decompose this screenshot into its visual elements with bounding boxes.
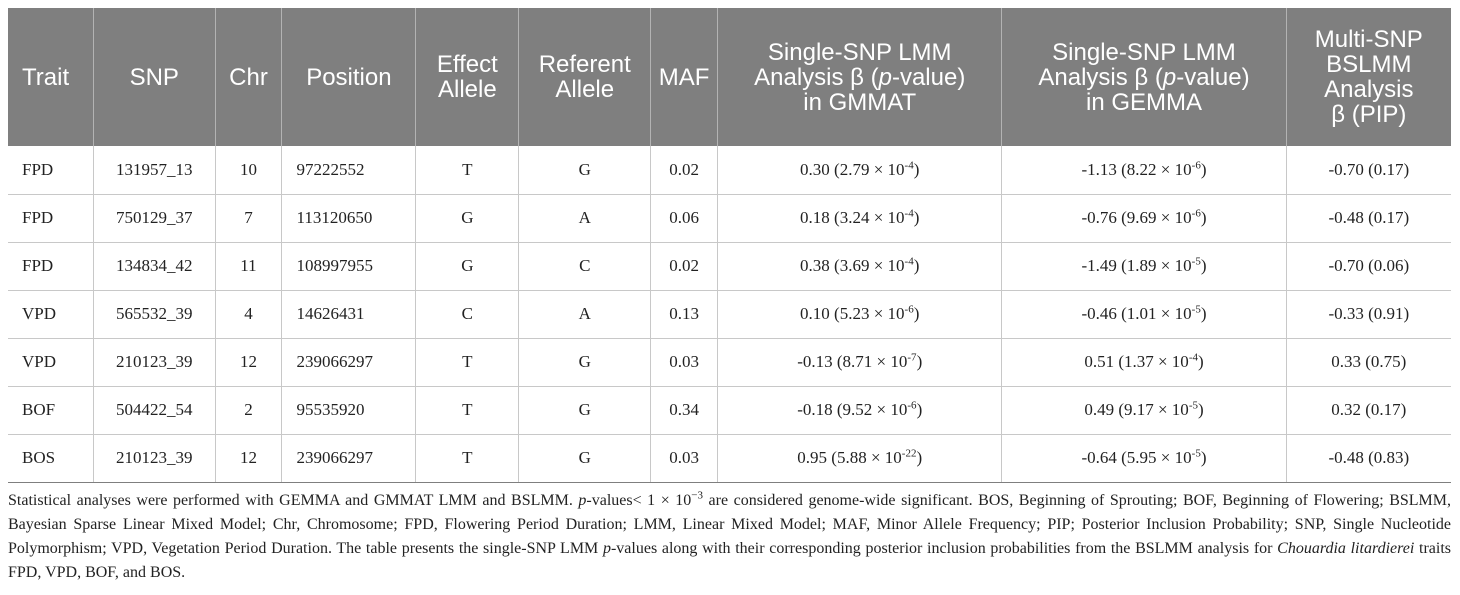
cell-position: 14626431 [282, 290, 416, 338]
cell-position: 95535920 [282, 386, 416, 434]
table-row [8, 386, 1451, 434]
table-row [8, 290, 1451, 338]
header-gemma: Single-SNP LMM Analysis β (p-value) in GEMMA [1002, 8, 1286, 146]
cell-chr: 7 [215, 194, 282, 242]
cell-maf: 0.06 [651, 194, 718, 242]
cell-maf: 0.02 [651, 242, 718, 290]
header-position: Position [282, 8, 416, 146]
cell-chr: 11 [215, 242, 282, 290]
header-chr: Chr [215, 8, 282, 146]
cell-gemma-beta: -0.64 $(5.95 \times 10^{-5})$ [1002, 434, 1286, 482]
cell-trait: BOF [8, 386, 93, 434]
table-row [8, 242, 1451, 290]
cell-position: 108997955 [282, 242, 416, 290]
cell-trait: VPD [8, 290, 93, 338]
cell-trait: FPD [8, 194, 93, 242]
table-row [8, 434, 1451, 482]
header-effect-allele: Effect Allele [416, 8, 519, 146]
cell-maf: 0.13 [651, 290, 718, 338]
cell-referent-allele: C [519, 242, 651, 290]
cell-snp: 504422_54 [93, 386, 215, 434]
cell-effect-allele: T [416, 338, 519, 386]
cell-gmmat-beta: 0.30 $(2.79 \times 10^{-4})$ [718, 146, 1002, 194]
cell-chr: 12 [215, 338, 282, 386]
snp-results-table [8, 8, 1451, 483]
cell-snp: 565532_39 [93, 290, 215, 338]
cell-gemma-beta: -0.46 $(1.01 \times 10^{-5})$ [1002, 290, 1286, 338]
cell-bslmm-beta: -0.70 (0.06) [1286, 242, 1451, 290]
cell-effect-allele: C [416, 290, 519, 338]
cell-effect-allele: T [416, 386, 519, 434]
cell-maf: 0.03 [651, 338, 718, 386]
cell-gmmat-beta: -0.18 $(9.52 \times 10^{-6})$ [718, 386, 1002, 434]
cell-effect-allele: T [416, 146, 519, 194]
table-row [8, 338, 1451, 386]
table-header [8, 8, 1451, 146]
cell-bslmm-beta: -0.48 (0.17) [1286, 194, 1451, 242]
cell-referent-allele: G [519, 338, 651, 386]
header-gmmat: Single-SNP LMM Analysis β (p-value) in GMMAT [718, 8, 1002, 146]
cell-maf: 0.02 [651, 146, 718, 194]
cell-trait: FPD [8, 242, 93, 290]
cell-bslmm-beta: -0.48 (0.83) [1286, 434, 1451, 482]
header-snp: SNP [93, 8, 215, 146]
cell-chr: 12 [215, 434, 282, 482]
cell-chr: 2 [215, 386, 282, 434]
cell-effect-allele: G [416, 242, 519, 290]
table-container [8, 8, 1451, 585]
cell-gemma-beta: -1.13 $(8.22 \times 10^{-6})$ [1002, 146, 1286, 194]
table-body [8, 146, 1451, 482]
header-referent-allele: Referent Allele [519, 8, 651, 146]
cell-bslmm-beta: -0.70 (0.17) [1286, 146, 1451, 194]
header-bslmm: Multi-SNP BSLMM Analysis β (PIP) [1286, 8, 1451, 146]
cell-bslmm-beta: 0.33 (0.75) [1286, 338, 1451, 386]
cell-effect-allele: G [416, 194, 519, 242]
cell-effect-allele: T [416, 434, 519, 482]
cell-chr: 4 [215, 290, 282, 338]
cell-gmmat-beta: 0.95 $(5.88 \times 10^{-22})$ [718, 434, 1002, 482]
cell-gmmat-beta: 0.18 $(3.24 \times 10^{-4})$ [718, 194, 1002, 242]
cell-referent-allele: G [519, 146, 651, 194]
cell-snp: 134834_42 [93, 242, 215, 290]
cell-bslmm-beta: -0.33 (0.91) [1286, 290, 1451, 338]
cell-maf: 0.34 [651, 386, 718, 434]
cell-gmmat-beta: 0.10 $(5.23 \times 10^{-6})$ [718, 290, 1002, 338]
cell-gmmat-beta: -0.13 $(8.71 \times 10^{-7})$ [718, 338, 1002, 386]
cell-position: 97222552 [282, 146, 416, 194]
cell-snp: 750129_37 [93, 194, 215, 242]
header-maf: MAF [651, 8, 718, 146]
cell-gemma-beta: 0.49 $(9.17 \times 10^{-5})$ [1002, 386, 1286, 434]
cell-gemma-beta: 0.51 $(1.37 \times 10^{-4})$ [1002, 338, 1286, 386]
cell-trait: VPD [8, 338, 93, 386]
cell-position: 239066297 [282, 434, 416, 482]
cell-referent-allele: G [519, 434, 651, 482]
cell-trait: BOS [8, 434, 93, 482]
cell-trait: FPD [22, 159, 54, 179]
species-name: Chouardia litardierei [1277, 539, 1415, 557]
cell-snp: 210123_39 [93, 338, 215, 386]
cell-referent-allele: A [519, 290, 651, 338]
cell-snp: 131957_13 [93, 146, 215, 194]
header-trait: Trait [8, 8, 93, 146]
cell-gmmat-beta: 0.38 $(3.69 \times 10^{-4})$ [718, 242, 1002, 290]
cell-position: 239066297 [282, 338, 416, 386]
cell-snp: 210123_39 [93, 434, 215, 482]
cell-gemma-beta: -0.76 $(9.69 \times 10^{-6})$ [1002, 194, 1286, 242]
cell-referent-allele: A [519, 194, 651, 242]
cell-position: 113120650 [282, 194, 416, 242]
cell-gemma-beta: -1.49 $(1.89 \times 10^{-5})$ [1002, 242, 1286, 290]
table-row [8, 194, 1451, 242]
cell-referent-allele: G [519, 386, 651, 434]
table-row [8, 146, 1451, 194]
cell-bslmm-beta: 0.32 (0.17) [1286, 386, 1451, 434]
table-footnote: Statistical analyses were performed with GEMMA and GMMAT LMM and BSLMM. p-values< $1 \times 10^{-3}$ are considered genome-wide significant. BOS, Beginning of Sprouting; BOF, Beginning of Flowering; BSLMM, Bayesian Sparse Linear Mixed Model; Chr, Chromosome; FPD, Flowering Period Duration; LMM, Linear Mixed Model; MAF, Minor Allele Frequency; PIP; Posterior Inclusion Probability; SNP, Single Nucleotide Polymorphism; VPD, Vegetation Period Duration. The table presents the single-SNP LMM p-values along with their corresponding posterior inclusion probabilities from the BSLMM analysis for Chouardia litardierei traits FPD, VPD, BOF, and BOS. [8, 489, 1452, 581]
cell-maf: 0.03 [651, 434, 718, 482]
cell-chr: 10 [215, 146, 282, 194]
